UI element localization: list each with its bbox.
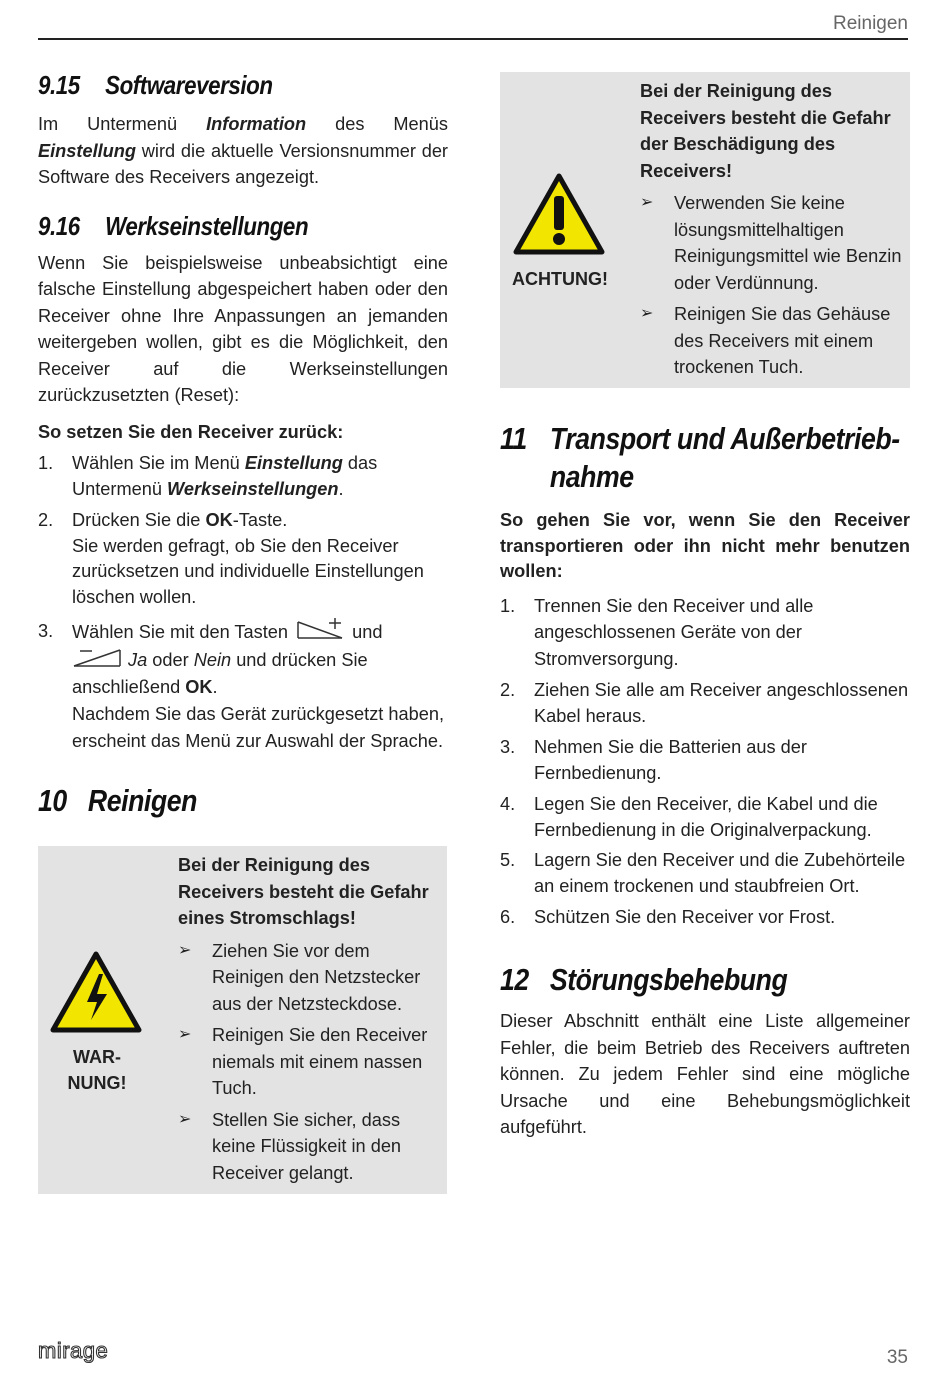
heading-9-16: 9.16 Werkseinstellungen: [38, 210, 309, 241]
list-item: 4. Legen Sie den Receiver, die Kabel und die Fernbedienung in die Originalverpackung.: [500, 794, 878, 840]
header-rule: [38, 38, 908, 40]
warning-box: [38, 846, 447, 1194]
heading-9-15: 9.15 Softwareversion: [38, 70, 273, 100]
reset-steps: [38, 451, 448, 755]
volume-up-key-icon: [296, 618, 344, 640]
list-item: 2. Ziehen Sie alle am Receiver angeschlossenen Kabel heraus.: [500, 680, 909, 726]
bullet-item: ➢ Reinigen Sie das Gehäuse des Receivers mit einem trockenen Tuch.: [640, 304, 891, 377]
mirage-logo-icon: [38, 1340, 122, 1364]
electric-shock-warning-icon: [49, 950, 143, 1034]
paragraph-softwareversion: Im Untermenü Information des Menüs Einstellung wird die aktuelle Versionsnummer der Software des Receivers angezeigt.: [38, 114, 448, 187]
caution-label: ACHTUNG!: [512, 269, 608, 289]
heading-10: 10 Reinigen: [38, 783, 198, 818]
reset-lead: So setzen Sie den Receiver zurück:: [38, 421, 344, 442]
right-column: [500, 420, 910, 1141]
list-item: 3. Nehmen Sie die Batterien aus der Fernbedienung.: [500, 737, 807, 783]
heading-11: 11 Transport und Außerbetrieb- nahme: [500, 421, 900, 494]
running-header: Reinigen: [833, 13, 908, 34]
list-item: 1. Trennen Sie den Receiver und alle angeschlossenen Geräte von der Stromversorgung.: [500, 595, 814, 669]
volume-down-key-icon: [72, 646, 122, 668]
list-item: 3. Wählen Sie mit den Tasten und Ja oder Nein und drücken Sie anschließend OK. Nachdem Sie das Gerät zurückgesetzt haben, erscheint das Menü zur Auswahl der Sprache.: [38, 618, 448, 755]
transport-lead: So gehen Sie vor, wenn Sie den Receiver transportieren oder ihn nicht mehr benutzen wollen:: [500, 510, 910, 581]
page-number: 35: [886, 1347, 908, 1368]
paragraph-stoerungsbehebung: Dieser Abschnitt enthält eine Liste allgemeiner Fehler, die beim Betrieb des Receivers auftreten können. Zu jedem Fehler sind eine mögliche Ursache und eine Behebungsmöglichkeit aufgeführt.: [500, 1011, 910, 1137]
list-item: 6. Schützen Sie den Receiver vor Frost.: [500, 907, 836, 927]
heading-12: 12 Störungsbehebung: [500, 962, 788, 997]
caution-heading: Bei der Reinigung des Receivers besteht die Gefahr der Beschädigung des Receivers!: [640, 81, 891, 181]
bullet-item: ➢ Stellen Sie sicher, dass keine Flüssigkeit in den Receiver gelangt.: [178, 1109, 402, 1183]
warning-content: [178, 852, 440, 1186]
list-item: 2. Drücken Sie die OK-Taste. Sie werden gefragt, ob Sie den Receiver zurücksetzen und individuelle Einstellungen löschen wollen.: [38, 510, 424, 607]
left-column: [38, 70, 448, 819]
mirage-logo: [38, 1340, 122, 1369]
bullet-item: ➢ Ziehen Sie vor dem Reinigen den Netzstecker aus der Netzsteckdose.: [178, 940, 421, 1014]
exclamation-warning-icon: [512, 172, 606, 256]
caution-box: [500, 72, 910, 388]
caution-content: [640, 78, 905, 381]
transport-steps: [500, 593, 910, 931]
warning-heading: Bei der Reinigung des Receivers besteht die Gefahr eines Stromschlags!: [178, 855, 429, 928]
list-item: 1. Wählen Sie im Menü Einstellung das Untermenü Werkseinstellungen.: [38, 453, 378, 499]
list-item: 5. Lagern Sie den Receiver und die Zubehörteile an einem trockenen und staubfreien Ort.: [500, 850, 906, 896]
bullet-item: ➢ Reinigen Sie den Receiver niemals mit einem nassen Tuch.: [178, 1025, 428, 1098]
warning-label: WAR- NUNG!: [67, 1047, 127, 1093]
paragraph-werkseinstellungen: Wenn Sie beispielsweise unbeabsichtigt eine falsche Einstellung abgespeichert haben oder den Receiver ohne Ihre Anpassungen an jemanden weitergeben wollen, gibt es die Möglichkeit, den Receiver auf die Werkseinstellungen zurückzusetzten (Reset):: [38, 252, 448, 405]
svg-text:mirage: mirage: [38, 1340, 109, 1363]
bullet-item: ➢ Verwenden Sie keine lösungsmittelhaltigen Reinigungsmittel wie Benzin oder Verdünnung.: [640, 193, 902, 293]
